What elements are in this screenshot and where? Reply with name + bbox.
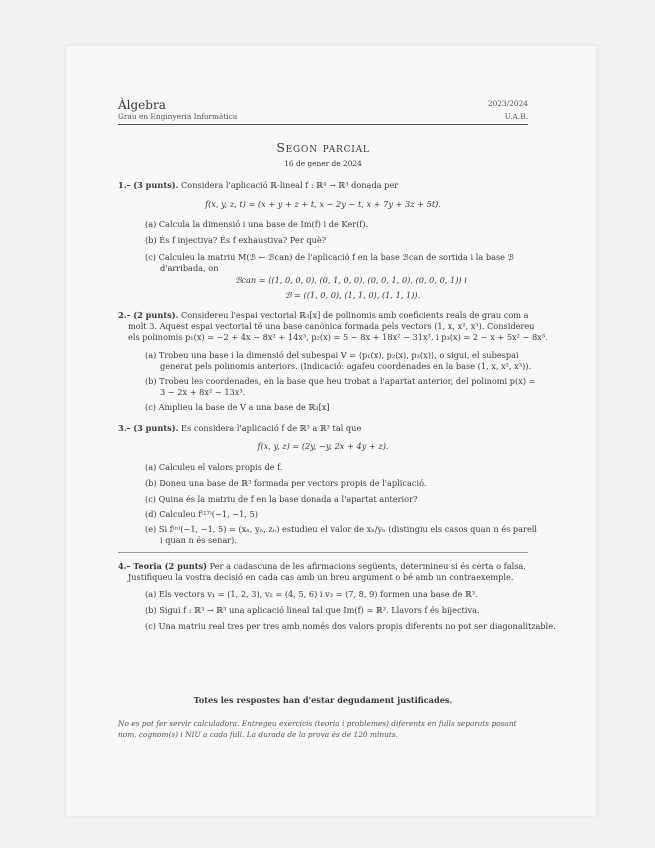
exam-date: 16 de gener de 2024 — [284, 159, 362, 168]
q3-points: (3 punts). — [133, 423, 179, 433]
university: U.A.B. — [504, 112, 528, 121]
q3-part-e: (e) Si f⁽ⁿ⁾(−1, −1, 5) = (xₙ, yₙ, zₙ) estudieu el valor de xₙ/yₙ (distingiu els casos quan n és parell — [145, 524, 538, 534]
q1-number: 1.– — [118, 180, 131, 190]
q3-part-c: (c) Quina és la matriu de f en la base donada a l'apartat anterior? — [145, 494, 418, 504]
exam-title: Segon parcial — [276, 140, 370, 155]
q2-points: (2 punts). — [133, 310, 179, 320]
instructions-line-2: nom, cognom(s) i NIU a cada full. La durada de la prova és de 120 minuts. — [118, 730, 398, 739]
q4-part-b: (b) Sigui f : ℝ³ → ℝ³ una aplicació lineal tal que Im(f) = ℝ³. Llavors f és bijectiva. — [145, 605, 480, 615]
q4-statement-1: Per a cadascuna de les afirmacions següents, determineu si és certa o falsa. — [209, 561, 526, 571]
q1-points: (3 punts). — [133, 180, 179, 190]
q3-part-e-cont: i quan n és senar). — [160, 535, 237, 545]
q2-part-b-cont: 3 − 2x + 8x² − 13x³. — [160, 387, 246, 397]
q3-formula: f(x, y, z) = (2y, −y, 2x + 4y + z). — [257, 441, 389, 451]
q1-part-a: (a) Calcula la dimensió i una base de Im(f) i de Ker(f). — [145, 219, 369, 229]
q1-formula: f(x, y, z, t) = (x + y + z + t, x − 2y − t, x + 7y + 3z + 5t). — [205, 199, 441, 209]
q4-part-a: (a) Els vectors v₁ = (1, 2, 3), v₂ = (4, 5, 6) i v₃ = (7, 8, 9) formen una base de ℝ³. — [145, 589, 478, 599]
q2-part-c: (c) Amplieu la base de V a una base de ℝ₃[x] — [145, 402, 330, 412]
header-divider — [118, 124, 528, 125]
q4-statement-2: Justifiqueu la vostra decisió en cada cas amb un breu argument o bé amb un contraexemple. — [128, 572, 514, 582]
q3-part-b: (b) Doneu una base de ℝ³ formada per vectors propis de l'aplicació. — [145, 478, 427, 488]
question-4-intro — [118, 561, 526, 572]
q1-basis-b: ℬ = ((1, 0, 0), (1, 1, 0), (1, 1, 1)). — [285, 290, 421, 300]
q3-part-d: (d) Calculeu f⁽¹⁷⁾(−1, −1, 5) — [145, 509, 258, 519]
q1-statement: Considera l'aplicació ℝ-lineal f : ℝ⁴ → ℝ³ donada per — [181, 180, 399, 190]
q2-number: 2.– — [118, 310, 131, 320]
question-3-intro — [118, 423, 361, 434]
question-2-intro — [118, 310, 529, 321]
q2-part-a: (a) Trobeu una base i la dimensió del subespai V = ⟨p₁(x), p₂(x), p₃(x)⟩, o sigui, el subespai — [145, 350, 519, 360]
q2-part-a-cont: generat pels polinomis anteriors. (Indicació: agafeu coordenades en la base (1, x, x², x³)). — [160, 361, 532, 371]
q2-statement-3: els polinomis p₁(x) = −2 + 4x − 8x² + 14x³, p₂(x) = 5 − 8x + 18x² − 31x³, i p₃(x) = 2 − x + 5x² − 8x³. — [128, 332, 548, 342]
q2-statement-1: Considereu l'espai vectorial ℝ₃[x] de polinomis amb coeficients reals de grau com a — [181, 310, 529, 320]
theory-divider — [118, 552, 528, 553]
q4-points: Teoria (2 punts) — [133, 561, 207, 571]
q1-part-c-cont: d'arribada, on — [160, 263, 219, 273]
q3-number: 3.– — [118, 423, 131, 433]
question-1-intro — [118, 180, 398, 191]
q1-part-b: (b) És f injectiva? És f exhaustiva? Per què? — [145, 235, 327, 245]
instructions-line-1: No es pot fer servir calculadora. Entregeu exercicis (teoria i problemes) diferents en fulls separats posant — [118, 719, 517, 728]
q4-part-c: (c) Una matriu real tres per tres amb només dos valors propis diferents no pot ser diagonalitzable. — [145, 621, 556, 631]
degree-name: Grau en Enginyeria Informàtica — [118, 112, 238, 121]
q3-part-a: (a) Calculeu el valors propis de f. — [145, 462, 283, 472]
q1-canonical-basis: ℬcan = ((1, 0, 0, 0), (0, 1, 0, 0), (0, 0, 1, 0), (0, 0, 0, 1)) i — [235, 275, 467, 285]
q2-part-b: (b) Trobeu les coordenades, en la base que heu trobat a l'apartat anterior, del polinomi p(x) = — [145, 376, 536, 386]
justify-notice: Totes les respostes han d'estar degudament justificades. — [193, 695, 453, 705]
course-title: Àlgebra — [118, 98, 166, 112]
q4-number: 4.– — [118, 561, 131, 571]
q3-statement: Es considera l'aplicació f de ℝ³ a ℝ³ tal que — [181, 423, 362, 433]
q2-statement-2: molt 3. Aquest espai vectorial té una base canònica formada pels vectors (1, x, x², x³). Considereu — [128, 321, 535, 331]
academic-year: 2023/2024 — [487, 99, 528, 108]
q1-part-c: (c) Calculeu la matriu M(ℬ ← ℬcan) de l'aplicació f en la base ℬcan de sortida i la base ℬ — [145, 252, 515, 262]
